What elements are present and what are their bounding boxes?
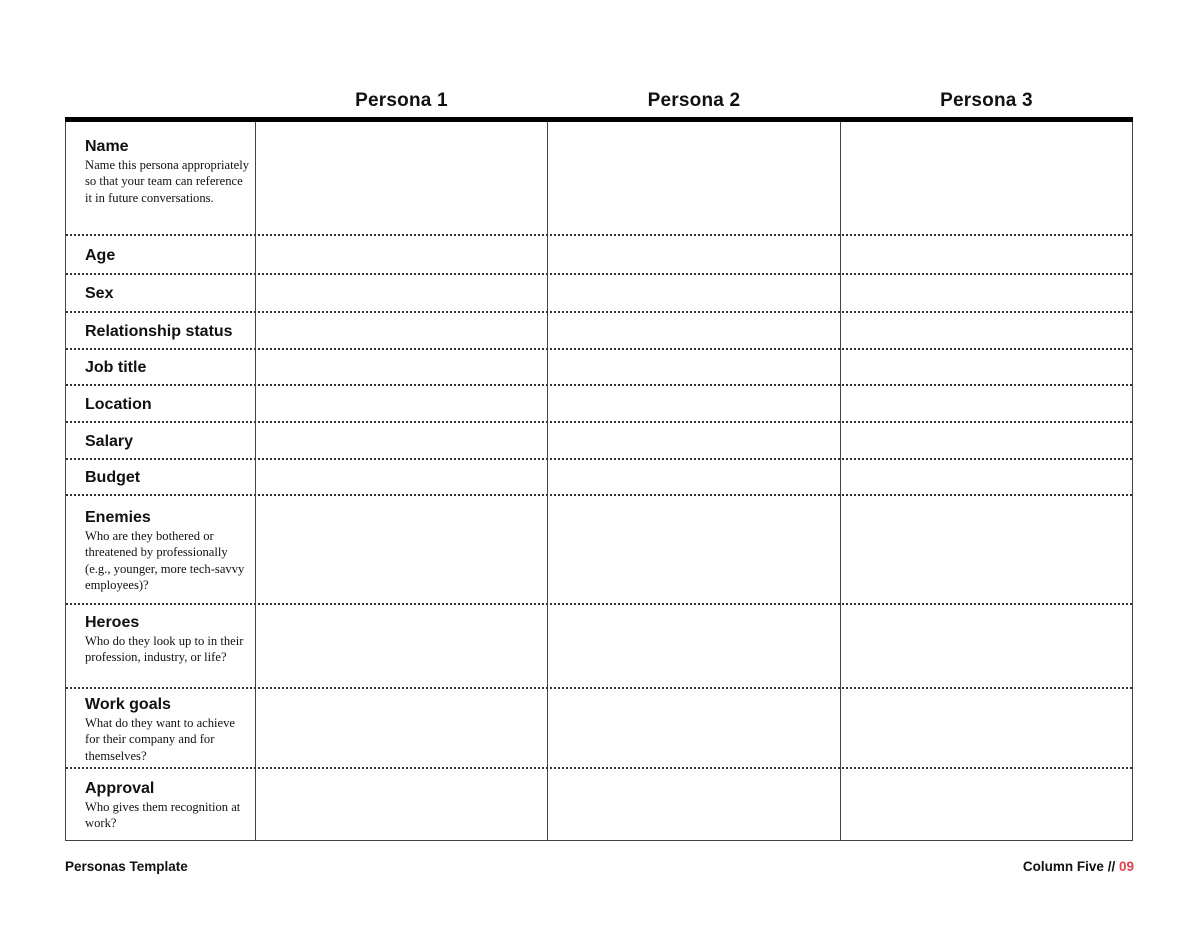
row-title: Work goals: [85, 696, 171, 713]
row-description: Who gives them recognition at work?: [85, 800, 241, 831]
row-title: Salary: [85, 433, 134, 450]
column-divider: [255, 122, 256, 841]
row-title: Name: [85, 138, 129, 155]
row-divider: [66, 384, 1132, 386]
row-label-relationship-status: [85, 323, 255, 341]
row-label-location: [85, 396, 250, 414]
row-title: Heroes: [85, 614, 140, 631]
row-description: Who are they bothered or threatened by professionally (e.g., younger, more tech-savvy employees)?: [85, 529, 245, 593]
row-description: Name this persona appropriately so that your team can reference it in future conversations.: [85, 158, 250, 205]
row-label-age: [85, 247, 250, 265]
row-divider: [66, 458, 1132, 460]
row-label-sex: [85, 285, 250, 303]
row-title: Relationship status: [85, 323, 233, 340]
row-label-budget: [85, 469, 250, 487]
row-divider: [66, 767, 1132, 769]
row-label-heroes: [85, 614, 250, 666]
footer-separator: //: [1107, 859, 1116, 874]
footer-brand: Column Five: [1022, 859, 1104, 874]
row-divider: [66, 273, 1132, 275]
footer-document-title: Personas Template: [65, 859, 188, 874]
column-divider: [840, 122, 841, 841]
row-title: Location: [85, 396, 152, 413]
row-label-work-goals: [85, 696, 250, 764]
row-divider: [66, 421, 1132, 423]
row-divider: [66, 348, 1132, 350]
column-header-persona-1: Persona 1: [355, 90, 448, 111]
footer-page-info: [1023, 859, 1134, 874]
row-label-job-title: [85, 359, 250, 377]
row-divider: [66, 494, 1132, 496]
row-divider: [66, 311, 1132, 313]
row-divider: [66, 603, 1132, 605]
row-divider: [66, 234, 1132, 236]
row-title: Sex: [85, 285, 114, 302]
row-label-salary: [85, 433, 250, 451]
column-header-persona-3: Persona 3: [940, 90, 1033, 111]
row-title: Budget: [85, 469, 141, 486]
row-divider: [66, 687, 1132, 689]
row-title: Approval: [85, 780, 155, 797]
row-label-name: [85, 138, 250, 206]
row-label-enemies: [85, 509, 250, 594]
column-header-persona-2: Persona 2: [647, 90, 741, 111]
row-description: Who do they look up to in their profession, industry, or life?: [85, 634, 244, 665]
row-title: Age: [85, 247, 116, 264]
footer-page-number: 09: [1118, 859, 1134, 874]
row-title: Enemies: [85, 509, 151, 526]
column-divider: [547, 122, 548, 841]
row-title: Job title: [85, 359, 147, 376]
row-description: What do they want to achieve for their company and for themselves?: [85, 716, 236, 763]
row-label-approval: [85, 780, 250, 832]
